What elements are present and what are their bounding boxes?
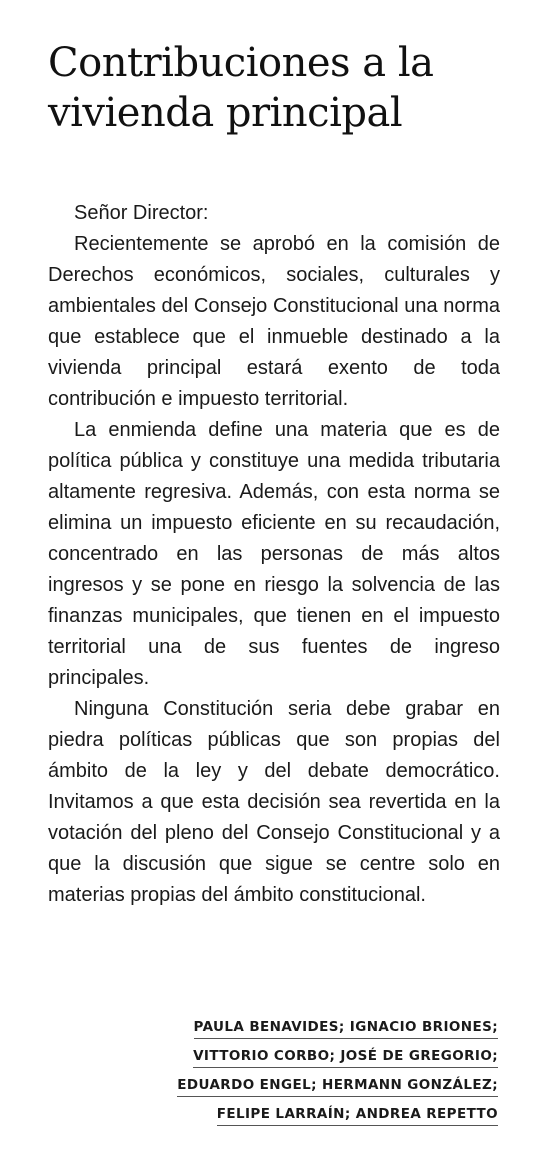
signatures <box>98 1014 498 1130</box>
paragraph-1: Recientemente se aprobó en la comisión de Derechos económicos, sociales, culturales y ambientales del Consejo Constitucional una norma que establece que el inmueble destinado a la vivienda principal estará exento de toda contribución e impuesto territorial. <box>48 233 500 410</box>
signature-text: EDUARDO ENGEL; HERMANN GONZÁLEZ; <box>177 1077 498 1097</box>
signature-line <box>98 1072 498 1101</box>
article-header <box>48 38 498 138</box>
paragraph-3: Ninguna Constitución seria debe grabar en piedra políticas públicas que son propias del ámbito de la ley y del debate democrático. Invitamos a que esta decisión sea revertida en la votación del pleno del Consejo Constitucional y a que la discusión que sigue se centre solo en materias propias del ámbito constitucional. <box>48 698 500 906</box>
headline-line-2: vivienda principal <box>48 90 403 136</box>
signature-line <box>98 1043 498 1072</box>
signature-text: PAULA BENAVIDES; IGNACIO BRIONES; <box>194 1019 498 1039</box>
signature-text: FELIPE LARRAÍN; ANDREA REPETTO <box>217 1106 498 1126</box>
signature-line <box>98 1014 498 1043</box>
paragraph-2: La enmienda define una materia que es de política pública y constituye una medida tributaria altamente regresiva. Además, con esta norma se elimina un impuesto eficiente en su recaudación, concentrado en las personas de más altos ingresos y se pone en riesgo la solvencia de las finanzas municipales, que tienen en el impuesto territorial una de sus fuentes de ingreso principales. <box>48 419 500 689</box>
headline-line-1: Contribuciones a la <box>48 40 434 86</box>
salutation: Señor Director: <box>74 202 209 224</box>
letter-body <box>48 198 500 911</box>
signature-text: VITTORIO CORBO; JOSÉ DE GREGORIO; <box>193 1048 498 1068</box>
headline <box>48 38 498 138</box>
signature-line <box>98 1101 498 1130</box>
